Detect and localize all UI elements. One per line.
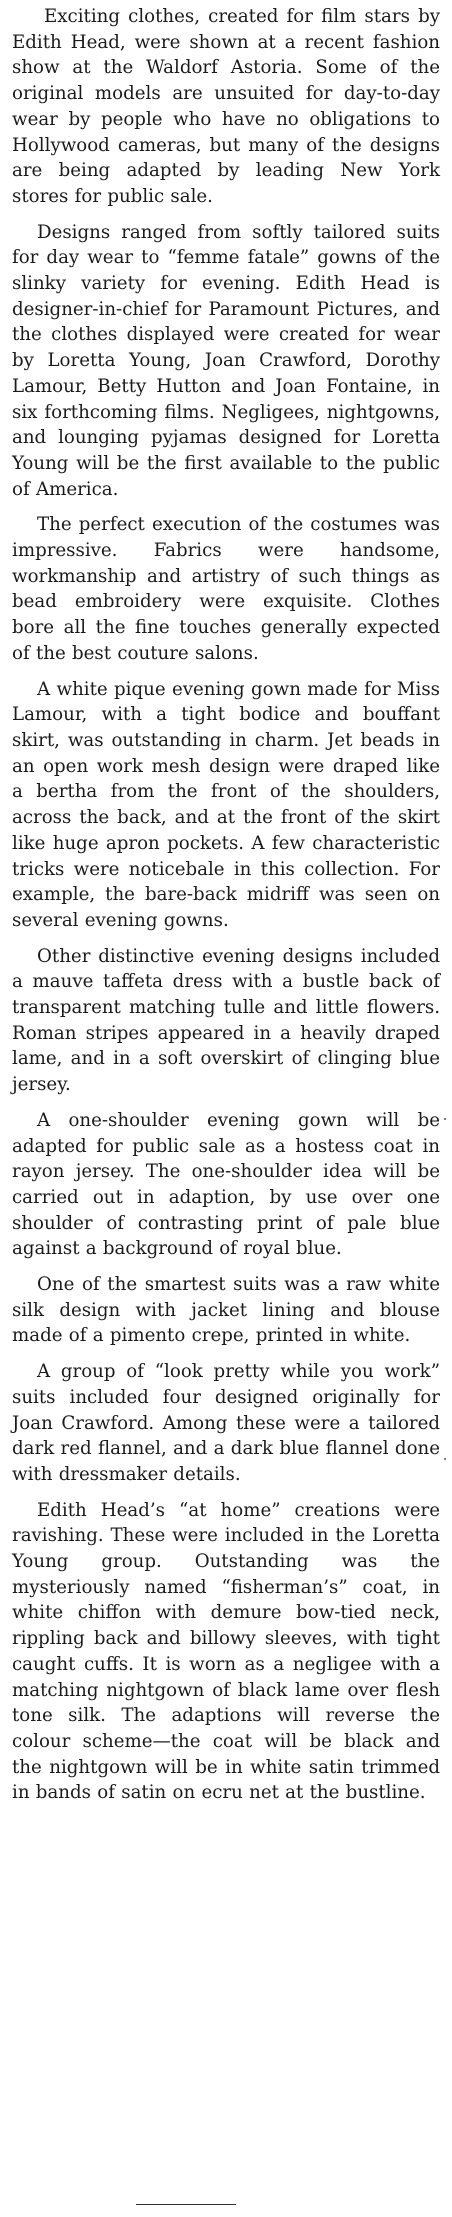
article-paragraph-4: A white pique evening gown made for Miss Lamour, with a tight bodice and bouffant skirt, was outstanding in charm. Jet beads in an open work mesh design were draped like a bertha from the front of the shoulders, across the back, and at the front of the skirt like huge apron pockets. A few characteristic tricks were noticebale in this collection. For example, the bare-back midriff was seen on several evening gowns. [12,678,440,931]
article-paragraph-7: One of the smartest suits was a raw white silk design with jacket lining and blouse made of a pimento crepe, printed in white. [12,1274,440,1347]
article-paragraph-6: A one-shoulder evening gown will be adapted for public sale as a hostess coat in rayon jersey. The one-shoulder idea will be carried out in adaption, by use over one shoulder of contrasting print of pale blue against a background of royal blue. [12,1109,440,1260]
article-paragraph-9: Edith Head’s “at home” creations were ravishing. These were included in the Loretta Young group. Outstanding was the mysteriously named “fisherman’s” coat, in white chiffon with demure bow-tied neck, rippling back and billowy sleeves, with tight caught cuffs. It is worn as a negligee with a matching nightgown of black lame over flesh tone silk. The adaptions will reverse the colour scheme—the coat will be black and the nightgown will be in white satin trimmed in bands of satin on ecru net at the bustline. [12,1499,440,1804]
end-rule [136,2204,236,2205]
article-paragraph-5: Other distinctive evening designs included a mauve taffeta dress with a bustle back of transparent matching tulle and little flowers. Roman stripes appeared in a heavily draped lame, and in a soft overskirt of clinging blue jersey. [12,945,440,1096]
article-paragraph-8: A group of “look pretty while you work” suits included four designed originally for Joan Crawford. Among these were a tailored dark red flannel, and a dark blue flannel done with dressmaker details. [12,1361,440,1485]
article-paragraph-1: Exciting clothes, created for film stars by Edith Head, were shown at a recent fashion show at the Waldorf Astoria. Some of the original models are unsuited for day-to-day wear by people who have no obligations to Hollywood cameras, but many of the designs are being adapted by leading New York stores for public sale. [12,6,440,207]
margin-dot [444,1458,446,1460]
article-paragraph-3: The perfect execution of the costumes was impressive. Fabrics were handsome, workmanship and artistry of such things as bead embroidery were exquisite. Clothes bore all the fine touches generally expected of the best couture salons. [12,514,440,664]
margin-dot [444,1118,446,1120]
article-column [12,4,440,1816]
article-paragraph-2: Designs ranged from softly tailored suits for day wear to “femme fatale” gowns of the slinky variety for evening. Edith Head is designer-in-chief for Paramount Pictures, and the clothes displayed were created for wear by Loretta Young, Joan Crawford, Dorothy Lamour, Betty Hutton and Joan Fontaine, in six forthcoming films. Negligees, nightgowns, and lounging pyjamas designed for Loretta Young will be the first available to the public of America. [12,221,440,500]
